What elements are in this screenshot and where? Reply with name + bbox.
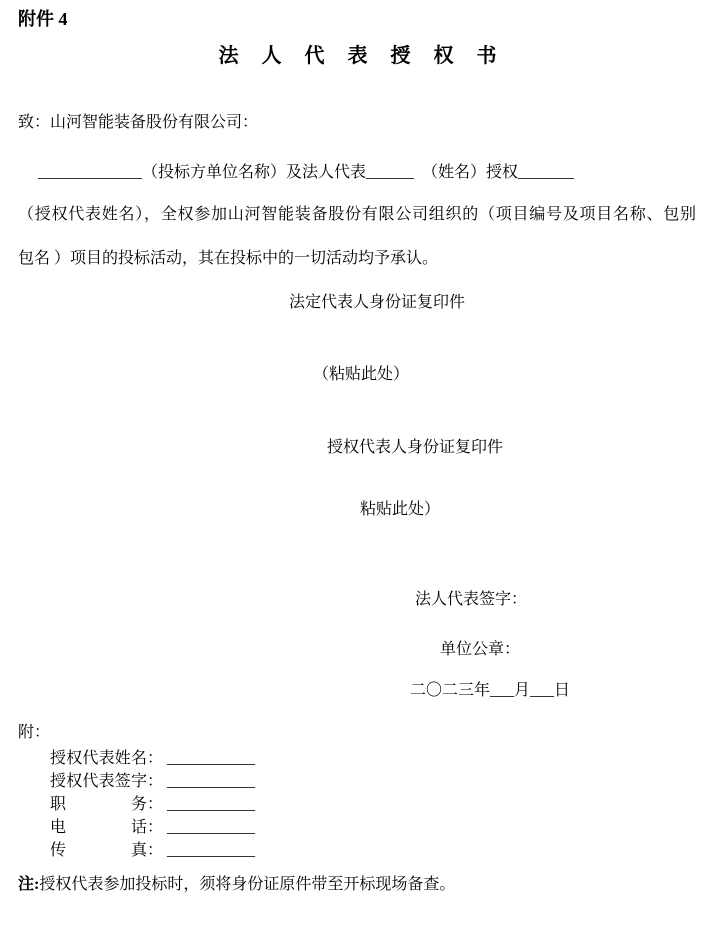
footnote — [18, 874, 708, 896]
field-blank: ___________ — [167, 819, 256, 836]
body-paragraph-line-3: 包名 ）项目的投标活动，其在投标中的一切活动均予承认。 — [18, 250, 439, 267]
salutation-line: 致：山河智能装备股份有限公司： — [18, 114, 259, 131]
field-blank: ___________ — [167, 842, 256, 859]
appendix-label: 附： — [18, 724, 51, 741]
field-row-phone — [50, 817, 255, 839]
legal-rep-id-copy-heading: 法定代表人身份证复印件 — [288, 294, 465, 311]
paste-here-placeholder-2: 粘贴此处） — [359, 501, 440, 518]
field-row-fax — [50, 840, 255, 862]
paste-here-placeholder-1: （粘贴此处） — [312, 366, 409, 383]
field-label: 电话 — [50, 819, 147, 836]
field-blank: ___________ — [167, 750, 256, 767]
document-title: 法 人 代 表 授 权 书 — [218, 45, 498, 67]
authorized-rep-id-copy-heading: 授权代表人身份证复印件 — [326, 439, 503, 456]
field-colon: ： — [147, 819, 164, 836]
field-colon: ： — [147, 842, 164, 859]
field-label: 传真 — [50, 842, 147, 859]
field-row-position — [50, 794, 255, 816]
field-colon: ： — [147, 773, 164, 790]
footnote-prefix: 注: — [18, 876, 40, 893]
legal-rep-signature-label: 法人代表签字： — [415, 591, 528, 608]
field-row-authorized-rep-signature — [50, 771, 255, 793]
field-label: 授权代表签字 — [50, 773, 147, 790]
footnote-text: 授权代表参加投标时，须将身份证原件带至开标现场备查。 — [39, 876, 456, 893]
company-seal-label: 单位公章： — [440, 641, 521, 658]
field-row-authorized-rep-name — [50, 748, 255, 770]
field-colon: ： — [147, 750, 164, 767]
date-line: 二〇二三年___月___日 — [410, 682, 571, 699]
field-blank: ___________ — [167, 773, 256, 790]
field-blank: ___________ — [167, 796, 256, 813]
field-label: 职务 — [50, 796, 147, 813]
body-paragraph-line-2: （授权代表姓名），全权参加山河智能装备股份有限公司组织的（项目编号及项目名称、包别 — [18, 206, 696, 223]
attachment-number-label: 附件 4 — [18, 9, 68, 29]
field-colon: ： — [147, 796, 164, 813]
field-label: 授权代表姓名 — [50, 750, 147, 767]
body-paragraph-line-1: _____________（投标方单位名称）及法人代表______ （姓名）授权_______ — [38, 164, 575, 181]
